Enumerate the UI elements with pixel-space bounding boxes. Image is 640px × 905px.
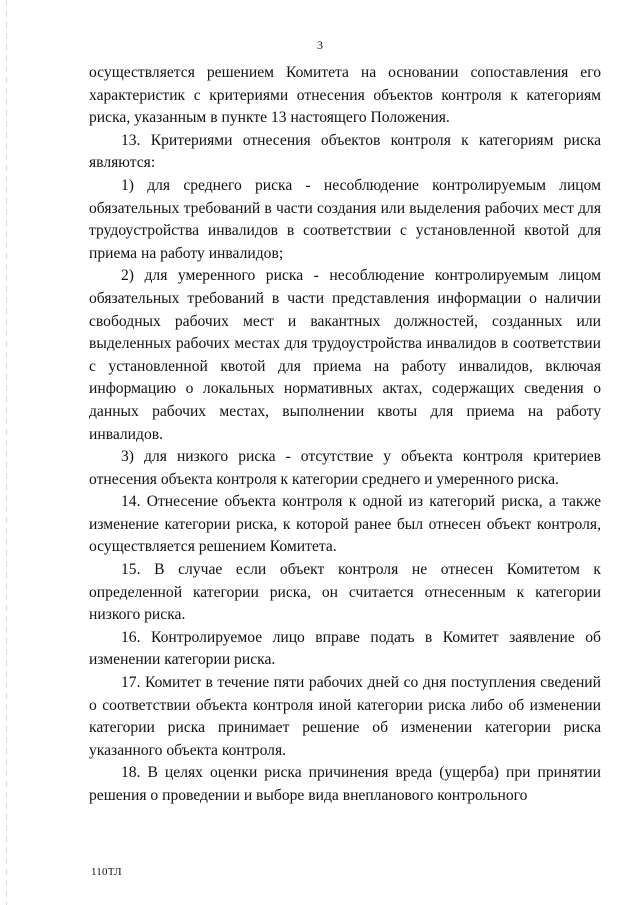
paragraph-13-item-1: 1) для среднего риска - несоблюдение контролируемым лицом обязательных требований в части создания или выделения рабочих мест для трудоустройства инвалидов в соответствии с установленной квотой для приема на работу инвалидов;: [89, 176, 601, 262]
paragraph-17: 17. Комитет в течение пяти рабочих дней со дня поступления сведений о соответствии объекта контроля иной категории риска либо об изменении категории риска принимает решение об изменении категории риска указанного объекта контроля.: [89, 674, 601, 759]
paragraph-14: 14. Отнесение объекта контроля к одной из категорий риска, а также изменение категории риска, к которой ранее был отнесен объект контроля, осуществляется решением Комитета.: [89, 493, 601, 556]
paragraph-13: 13. Критериями отнесения объектов контроля к категориям риска являются:: [89, 131, 601, 172]
paragraph-13-item-2: 2) для умеренного риска - несоблюдение контролируемым лицом обязательных требований в части представления информации о наличии свободных рабочих мест и вакантных должностей, созданных или выделенных рабочих местах для трудоустройства инвалидов в соответствии с установленной квотой для приема на работу инвалидов, включая информацию о локальных нормативных актах, содержащих сведения о данных рабочих местах, выполнении квоты для приема на работу инвалидов.: [89, 267, 601, 443]
document-body: [89, 62, 601, 808]
paragraph-15: 15. В случае если объект контроля не отнесен Комитетом к определенной категории риска, он считается отнесенным к категории низкого риска.: [89, 561, 601, 624]
page-number: 3: [317, 38, 323, 52]
scan-edge-line: [6, 0, 7, 905]
footer-code: 110ТЛ: [91, 866, 122, 878]
paragraph-16: 16. Контролируемое лицо вправе подать в Комитет заявление об изменении категории риска.: [89, 628, 601, 669]
paragraph-13-item-3: 3) для низкого риска - отсутствие у объекта контроля критериев отнесения объекта контроля к категории среднего и умеренного риска.: [89, 448, 601, 488]
paragraph-continuation: осуществляется решением Комитета на основании сопоставления его характеристик с критериями отнесения объектов контроля к категориям риска, указанным в пункте 13 настоящего Положения.: [89, 64, 601, 127]
paragraph-18: 18. В целях оценки риска причинения вреда (ущерба) при принятии решения о проведении и выборе вида внепланового контрольного: [89, 764, 601, 804]
